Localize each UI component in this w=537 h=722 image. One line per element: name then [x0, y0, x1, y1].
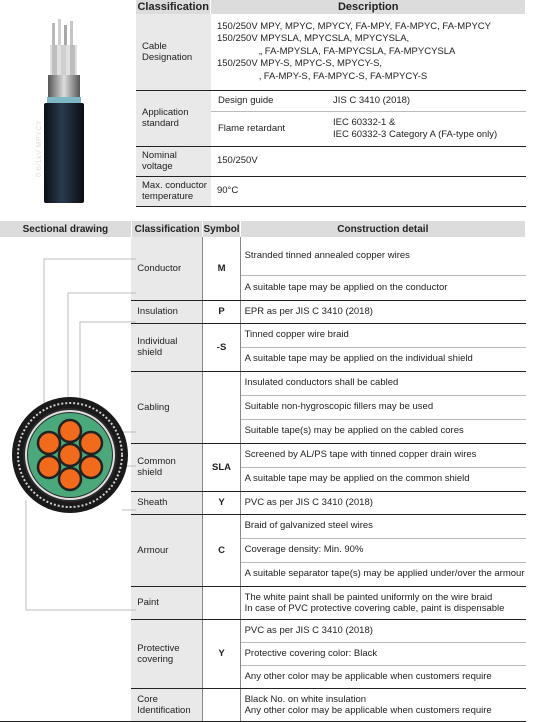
row-common-shield-label: Common shield [131, 443, 203, 491]
detail-line: Stranded tinned annealed copper wires [240, 237, 525, 275]
header-symbol: Symbol [203, 221, 240, 237]
row-sheath-symbol: Y [203, 491, 240, 514]
header-sectional-drawing: Sectional drawing [0, 221, 131, 237]
row-individual-shield-symbol: -S [203, 323, 240, 371]
detail-line: Black No. on white insulation Any other color may be applicable when customers require [240, 688, 525, 721]
detail-line: PVC as per JIS C 3410 (2018) [240, 619, 525, 642]
row-common-shield-symbol: SLA [203, 443, 240, 491]
detail-line: Suitable non-hygroscopic fillers may be used [240, 395, 525, 419]
designation-line: 150/250V MPY, MPYC, MPYCY, FA-MPY, FA-MPYC, FA-MPYCY [216, 20, 491, 32]
row-cabling-label: Cabling [131, 371, 203, 443]
detail-line: Suitable tape(s) may be applied on the cabled cores [240, 419, 525, 443]
sectional-drawing [0, 238, 537, 618]
cable-print-text: 0.6/1kV MPYCY [36, 119, 43, 177]
specification-table [136, 0, 526, 207]
detail-line: EPR as per JIS C 3410 (2018) [240, 300, 525, 323]
row-individual-shield-label: Individual shield [131, 323, 203, 371]
max-temperature-label: Max. conductor temperature [136, 176, 211, 206]
designation-line: ‚ FA-MPY-S, FA-MPYC-S, FA-MPYCY-S [258, 70, 428, 82]
detail-line: A suitable tape may be applied on the conductor [240, 275, 525, 300]
detail-line: Braid of galvanized steel wires [240, 514, 525, 538]
detail-line: A suitable tape may be applied on the individual shield [240, 347, 525, 371]
design-guide-value: JIS C 3410 (2018) [332, 94, 411, 106]
detail-line: Coverage density: Min. 90% [240, 538, 525, 562]
application-standard-value [211, 90, 526, 146]
detail-line: Tinned copper wire braid [240, 323, 525, 347]
row-armour-symbol: C [203, 514, 240, 586]
detail-line: Protective covering color: Black [240, 642, 525, 665]
cable-photo [28, 15, 98, 205]
flame-retardant-value-1: IEC 60332-1 & [332, 116, 396, 128]
designation-line: „ FA-MPYSLA, FA-MPYCSLA, FA-MPYCYSLA [258, 45, 456, 57]
max-temperature-value: 90°C [211, 176, 526, 206]
detail-line: The white paint shall be painted uniformly on the wire braid In case of PVC protective covering cable, paint is dispensable [240, 586, 525, 619]
designation-line: 150/250V MPYSLA, MPYCSLA, MPYCYSLA, [216, 33, 410, 44]
nominal-voltage-value: 150/250V [211, 146, 526, 176]
flame-retardant-label: Flame retardant [217, 122, 286, 134]
nominal-voltage-label: Nominal voltage [136, 146, 211, 176]
detail-line: Insulated conductors shall be cabled [240, 371, 525, 395]
detail-line: A suitable separator tape(s) may be applied under/over the armour [240, 562, 525, 586]
cable-designation-value [211, 14, 526, 90]
cable-designation-label: Cable Designation [136, 14, 211, 90]
flame-retardant-value-2: IEC 60332-3 Category A (FA-type only) [332, 128, 498, 140]
row-conductor-symbol: M [203, 237, 240, 300]
application-standard-label: Application standard [136, 90, 211, 146]
row-core-identification-symbol [203, 688, 240, 721]
row-conductor-label: Conductor [131, 237, 203, 300]
header-description: Description [211, 0, 526, 14]
row-protective-covering-symbol: Y [203, 619, 240, 688]
header-construction-detail: Construction detail [240, 221, 525, 237]
row-armour-label: Armour [131, 514, 203, 586]
row-paint-label: Paint [131, 586, 203, 619]
row-insulation-label: Insulation [131, 300, 203, 323]
row-insulation-symbol: P [203, 300, 240, 323]
header-classification: Classification [131, 221, 203, 237]
row-core-identification-label: Core Identification [131, 688, 203, 721]
row-sheath-label: Sheath [131, 491, 203, 514]
detail-line: Screened by AL/PS tape with tinned copper drain wires [240, 443, 525, 467]
header-classification: Classification [137, 1, 209, 13]
detail-line: A suitable tape may be applied on the common shield [240, 467, 525, 491]
detail-line: Any other color may be applicable when customers require [240, 665, 525, 688]
detail-line: PVC as per JIS C 3410 (2018) [240, 491, 525, 514]
row-protective-covering-label: Protective covering [131, 619, 203, 688]
designation-line: 150/250V MPY-S, MPYC-S, MPYCY-S, [216, 58, 383, 69]
design-guide-label: Design guide [217, 94, 274, 106]
